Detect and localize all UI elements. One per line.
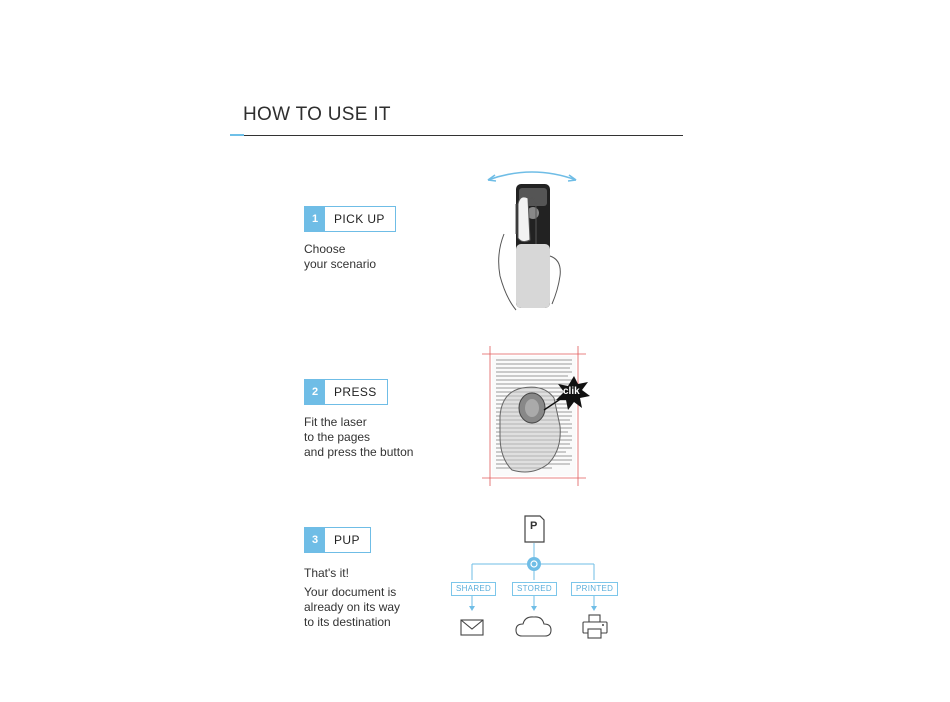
title-rule [243, 135, 683, 136]
rotate-arrow-icon [488, 172, 576, 180]
step-1-description [304, 242, 376, 272]
step-3-line: to its destination [304, 615, 391, 629]
step-2-line: and press the button [304, 445, 414, 459]
step-2-badge [304, 379, 388, 405]
step-2-label: PRESS [334, 385, 377, 399]
page-title: HOW TO USE IT [243, 104, 391, 125]
mail-icon [461, 620, 483, 635]
document-letter: P [530, 520, 538, 532]
pickup-illustration [476, 164, 588, 318]
printer-icon [583, 615, 607, 638]
cloud-icon [516, 617, 551, 636]
step-3-label: PUP [334, 533, 360, 547]
step-1-line: Choose [304, 242, 346, 256]
step-3-badge [304, 527, 371, 553]
step-3-line: Your document is [304, 585, 397, 599]
chip-stored: STORED [512, 582, 557, 596]
chip-printed: PRINTED [571, 582, 618, 596]
title-rule-accent [230, 134, 244, 136]
step-2-line: to the pages [304, 430, 371, 444]
step-1-label: PICK UP [334, 212, 385, 226]
step-3-number: 3 [305, 528, 325, 552]
step-2-line: Fit the laser [304, 415, 367, 429]
press-illustration [482, 346, 594, 486]
chip-shared: SHARED [451, 582, 496, 596]
step-1-line: your scenario [304, 257, 377, 271]
step-2-number: 2 [305, 380, 325, 404]
hub-icon [527, 557, 541, 571]
step-1-number: 1 [305, 207, 325, 231]
step-3-line: already on its way [304, 600, 401, 614]
step-3-line: That's it! [304, 566, 349, 580]
step-2-description [304, 415, 413, 460]
clik-label: clik [563, 386, 580, 397]
step-3-description [304, 566, 400, 630]
step-1-badge [304, 206, 396, 232]
